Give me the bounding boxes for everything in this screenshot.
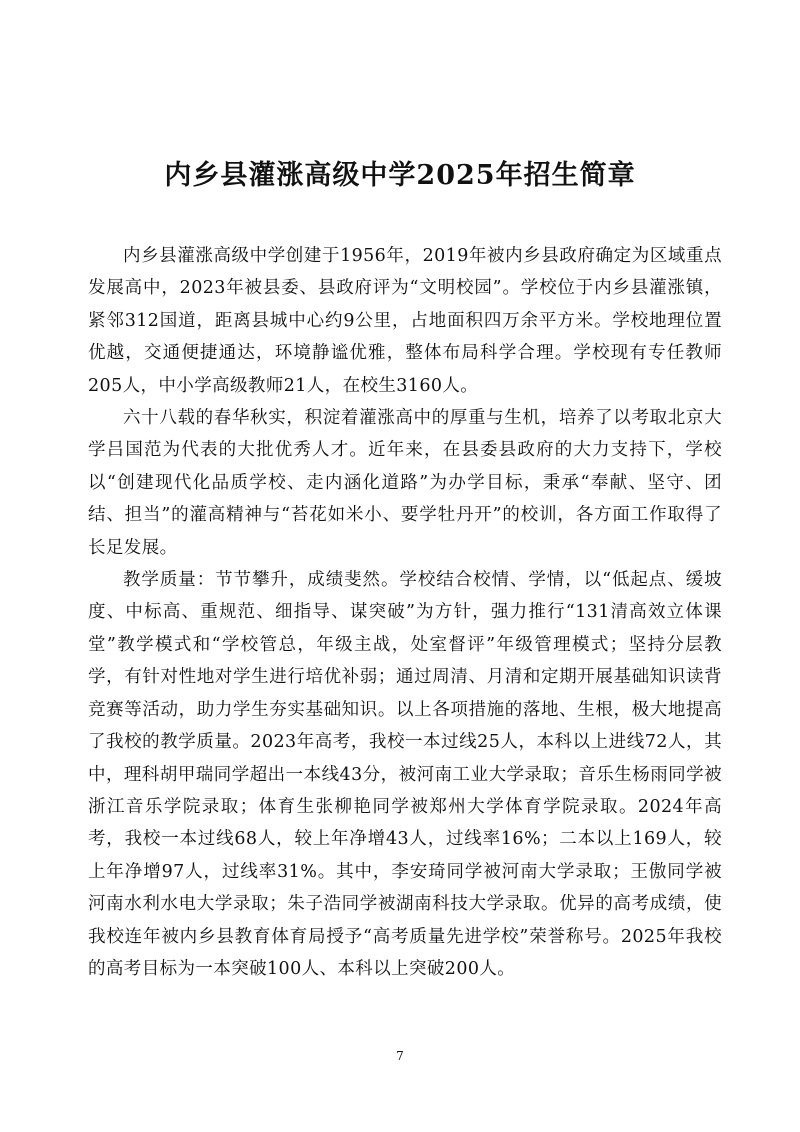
document-body: [88, 240, 722, 985]
paragraph-school-overview: 内乡县灌涨高级中学创建于1956年，2019年被内乡县政府确定为区域重点发展高中，2023年被县委、县政府评为“文明校园”。学校位于内乡县灌涨镇，紧邻312国道，距离县城中心约9公里，占地面积四万余平方米。学校地理位置优越，交通便捷通达，环境静谧优雅，整体布局科学合理。学校现有专任教师205人，中小学高级教师21人，在校生3160人。: [88, 246, 722, 396]
paragraph-teaching-quality: 教学质量：节节攀升，成绩斐然。学校结合校情、学情，以“低起点、缓坡度、中标高、重规范、细指导、谋突破”为方针，强力推行“131清高效立体课堂”教学模式和“学校管总，年级主战，处室督评”年级管理模式；坚持分层教学，有针对性地对学生进行培优补弱；通过周清、月清和定期开展基础知识读背竞赛等活动，助力学生夯实基础知识。以上各项措施的落地、生根，极大地提高了我校的教学质量。2023年高考，我校一本过线25人，本科以上进线72人，其中，理科胡甲瑞同学超出一本线43分，被河南工业大学录取；音乐生杨雨同学被浙江音乐学院录取；体育生张柳艳同学被郑州大学体育学院录取。2024年高考，我校一本过线68人，较上年净增43人，过线率16%；二本以上169人，较上年净增97人，过线率31%。其中，李安琦同学被河南大学录取；王傲同学被河南水利水电大学录取；朱子浩同学被湖南科技大学录取。优异的高考成绩，使我校连年被内乡县教育体育局授予“高考质量先进学校”荣誉称号。2025年我校的高考目标为一本突破100人、本科以上突破200人。: [88, 570, 722, 979]
page-number: 7: [396, 1049, 404, 1063]
page-title: 内乡县灌涨高级中学2025年招生简章: [164, 160, 636, 191]
paragraph-school-history: 六十八载的春华秋实，积淀着灌涨高中的厚重与生机，培养了以考取北京大学吕国范为代表的大批优秀人才。近年来，在县委县政府的大力支持下，学校以“创建现代化品质学校、走内涵化道路”为办学目标，秉承“奉献、坚守、团结、担当”的灌高精神与“苔花如米小、要学牡丹开”的校训，各方面工作取得了长足发展。: [88, 408, 722, 558]
